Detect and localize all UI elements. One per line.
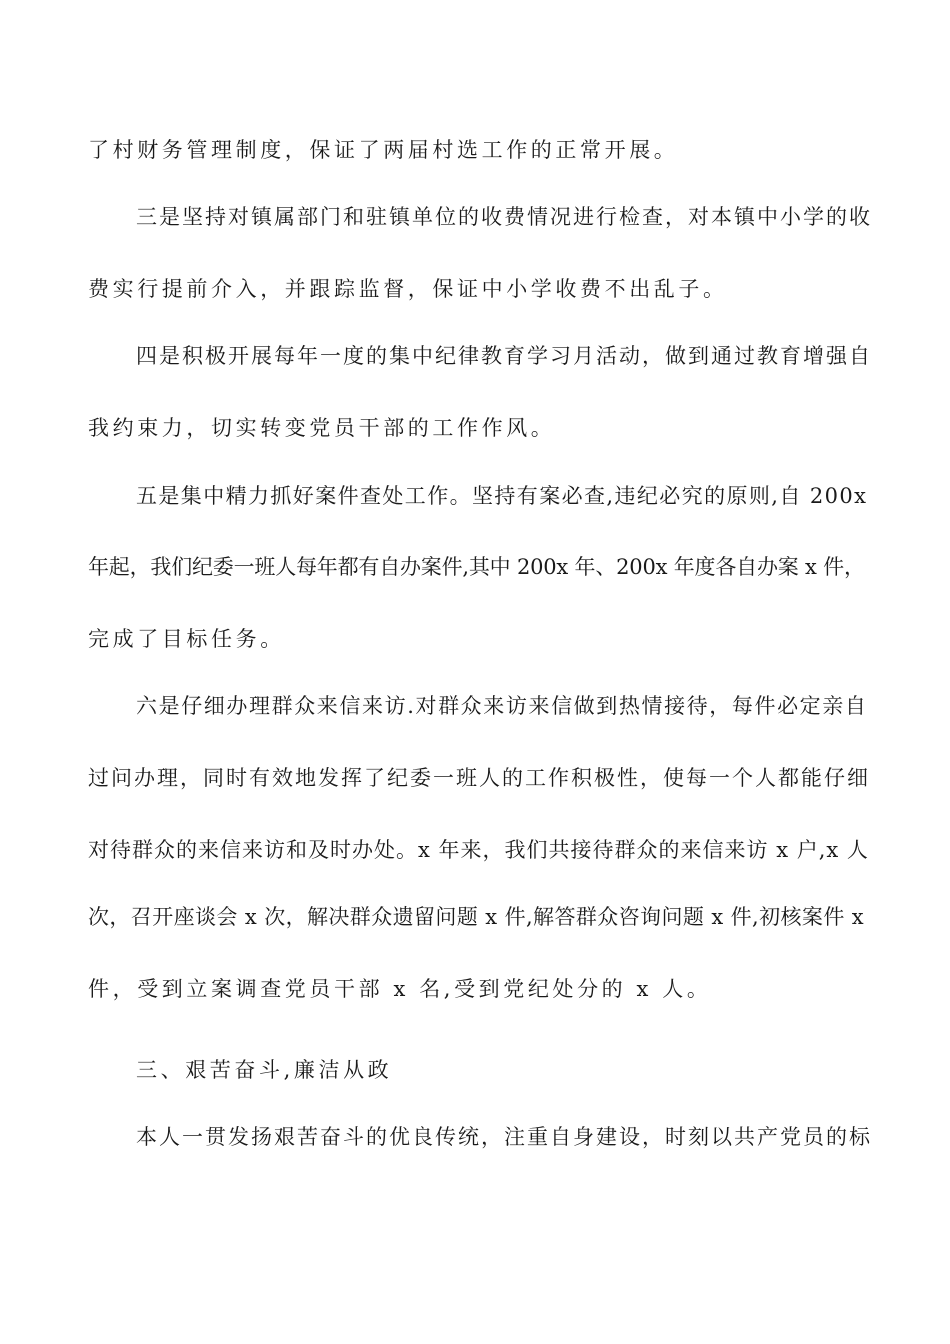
text-line: 对待群众的来信来访和及时办处。x 年来，我们共接待群众的来信来访 x 户,x 人 <box>88 838 869 862</box>
text-line: 费实行提前介入，并跟踪监督，保证中小学收费不出乱子。 <box>88 277 728 301</box>
text-line: 我约束力，切实转变党员干部的工作作风。 <box>88 416 556 440</box>
text-line: 了村财务管理制度，保证了两届村选工作的正常开展。 <box>88 138 679 162</box>
text-line: 三是坚持对镇属部门和驻镇单位的收费情况进行检查，对本镇中小学的收 <box>136 205 872 229</box>
text-line: 次，召开座谈会 x 次，解决群众遗留问题 x 件,解答群众咨询问题 x 件,初核案件 x <box>88 905 865 929</box>
text-line: 四是积极开展每年一度的集中纪律教育学习月活动，做到通过教育增强自 <box>136 344 872 368</box>
text-line: 年起，我们纪委一班人每年都有自办案件,其中 200x 年、200x 年度各自办案 x 件， <box>88 555 865 579</box>
text-line: 件，受到立案调查党员干部 x 名,受到党纪处分的 x 人。 <box>88 977 712 1001</box>
text-line: 完成了目标任务。 <box>88 627 285 651</box>
text-line: 过问办理，同时有效地发挥了纪委一班人的工作积极性，使每一个人都能仔细 <box>88 766 870 790</box>
text-line: 六是仔细办理群众来信来访.对群众来访来信做到热情接待，每件必定亲自 <box>136 694 868 718</box>
text-line: 本人一贯发扬艰苦奋斗的优良传统，注重自身建设，时刻以共产党员的标 <box>136 1125 872 1149</box>
section-heading: 三、艰苦奋斗,廉洁从政 <box>136 1058 393 1082</box>
text-line: 五是集中精力抓好案件查处工作。坚持有案必查,违纪必究的原则,自 200x <box>136 484 868 508</box>
